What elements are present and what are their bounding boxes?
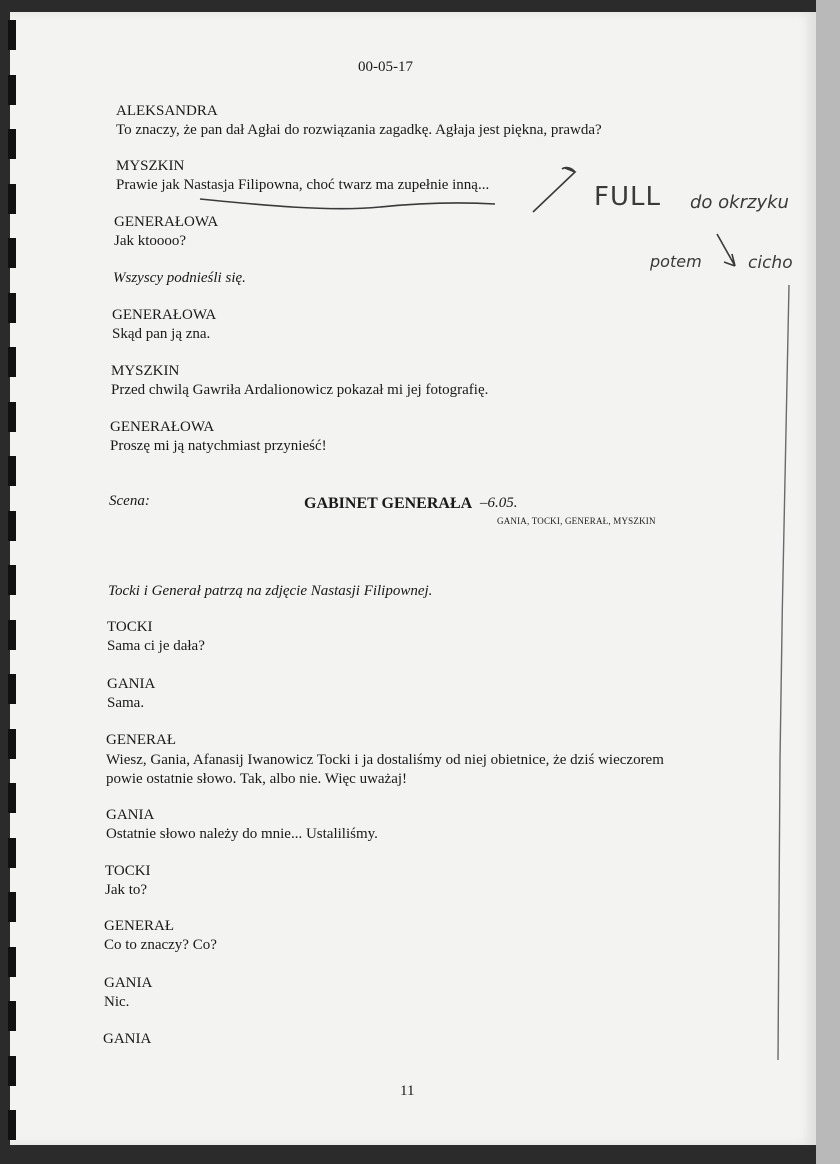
scene-cast: GANIA, TOCKI, GENERAŁ, MYSZKIN [497, 516, 656, 526]
dialogue-line: Przed chwilą Gawriła Ardalionowicz pokazał mi jej fotografię. [111, 382, 489, 398]
binding-hole [8, 729, 16, 759]
binding-hole [8, 838, 16, 868]
binding-hole [8, 892, 16, 922]
binding-hole [8, 238, 16, 268]
speaker-name: TOCKI [107, 619, 153, 635]
scene-time: –6.05. [480, 495, 518, 511]
dialogue-line: Co to znaczy? Co? [104, 937, 217, 953]
speaker-name: GENERAŁOWA [112, 307, 217, 323]
binding-hole [8, 184, 16, 214]
speaker-name: GENERAŁ [104, 918, 174, 934]
handwritten-note: potem [650, 252, 702, 271]
page-number: 11 [400, 1083, 415, 1099]
page-edge [816, 0, 840, 1164]
dialogue-line: Skąd pan ją zna. [112, 326, 211, 342]
dialogue-line: powie ostatnie słowo. Tak, albo nie. Więc uważaj! [106, 771, 408, 787]
binding-hole [8, 511, 16, 541]
speaker-name: GENERAŁOWA [114, 214, 219, 230]
speaker-name: GANIA [107, 676, 156, 692]
binding-hole [8, 456, 16, 486]
speaker-name: GENERAŁOWA [110, 419, 215, 435]
binding-hole [8, 402, 16, 432]
binding-hole [8, 783, 16, 813]
binding-hole [8, 347, 16, 377]
binding-hole [8, 1001, 16, 1031]
handwritten-note: cicho [748, 253, 793, 273]
binding-hole [8, 1110, 16, 1140]
dialogue-line: Proszę mi ją natychmiast przynieść! [110, 438, 327, 454]
scene-title: GABINET GENERAŁA [304, 495, 473, 512]
binding-hole [8, 75, 16, 105]
stage-direction: Wszyscy podnieśli się. [113, 270, 246, 286]
binding-hole [8, 129, 16, 159]
stage-direction: Tocki i Generał patrzą na zdjęcie Nastasji Filipownej. [108, 583, 433, 599]
binding-hole [8, 947, 16, 977]
speaker-name: TOCKI [105, 863, 151, 879]
speaker-name: GANIA [106, 807, 155, 823]
speaker-name: GENERAŁ [106, 732, 176, 748]
binding-hole [8, 293, 16, 323]
binding-hole [8, 674, 16, 704]
speaker-name: GANIA [103, 1031, 152, 1047]
binding-hole [8, 565, 16, 595]
dialogue-line: Prawie jak Nastasja Filipowna, choć twarz ma zupełnie inną... [116, 177, 490, 193]
dialogue-line: Nic. [104, 994, 130, 1010]
speaker-name: ALEKSANDRA [116, 103, 218, 119]
binding-hole [8, 20, 16, 50]
scene-label: Scena: [109, 493, 150, 509]
speaker-name: MYSZKIN [111, 363, 180, 379]
dialogue-line: Jak to? [105, 882, 148, 898]
binding-hole [8, 620, 16, 650]
dialogue-line: Ostatnie słowo należy do mnie... Ustaliliśmy. [106, 826, 378, 842]
header-date: 00-05-17 [358, 59, 413, 75]
dialogue-line: Wiesz, Gania, Afanasij Iwanowicz Tocki i ja dostaliśmy od niej obietnice, że dziś wieczorem [106, 752, 664, 768]
dialogue-line: Sama ci je dała? [107, 638, 205, 654]
speaker-name: MYSZKIN [116, 158, 185, 174]
handwritten-note: do okrzyku [690, 192, 789, 213]
dialogue-line: Jak ktoooo? [114, 233, 187, 249]
speaker-name: GANIA [104, 975, 153, 991]
handwritten-note: FULL [594, 182, 661, 212]
binding-hole [8, 1056, 16, 1086]
dialogue-line: Sama. [107, 695, 145, 711]
dialogue-line: To znaczy, że pan dał Agłai do rozwiązania zagadkę. Agłaja jest piękna, prawda? [116, 122, 602, 138]
